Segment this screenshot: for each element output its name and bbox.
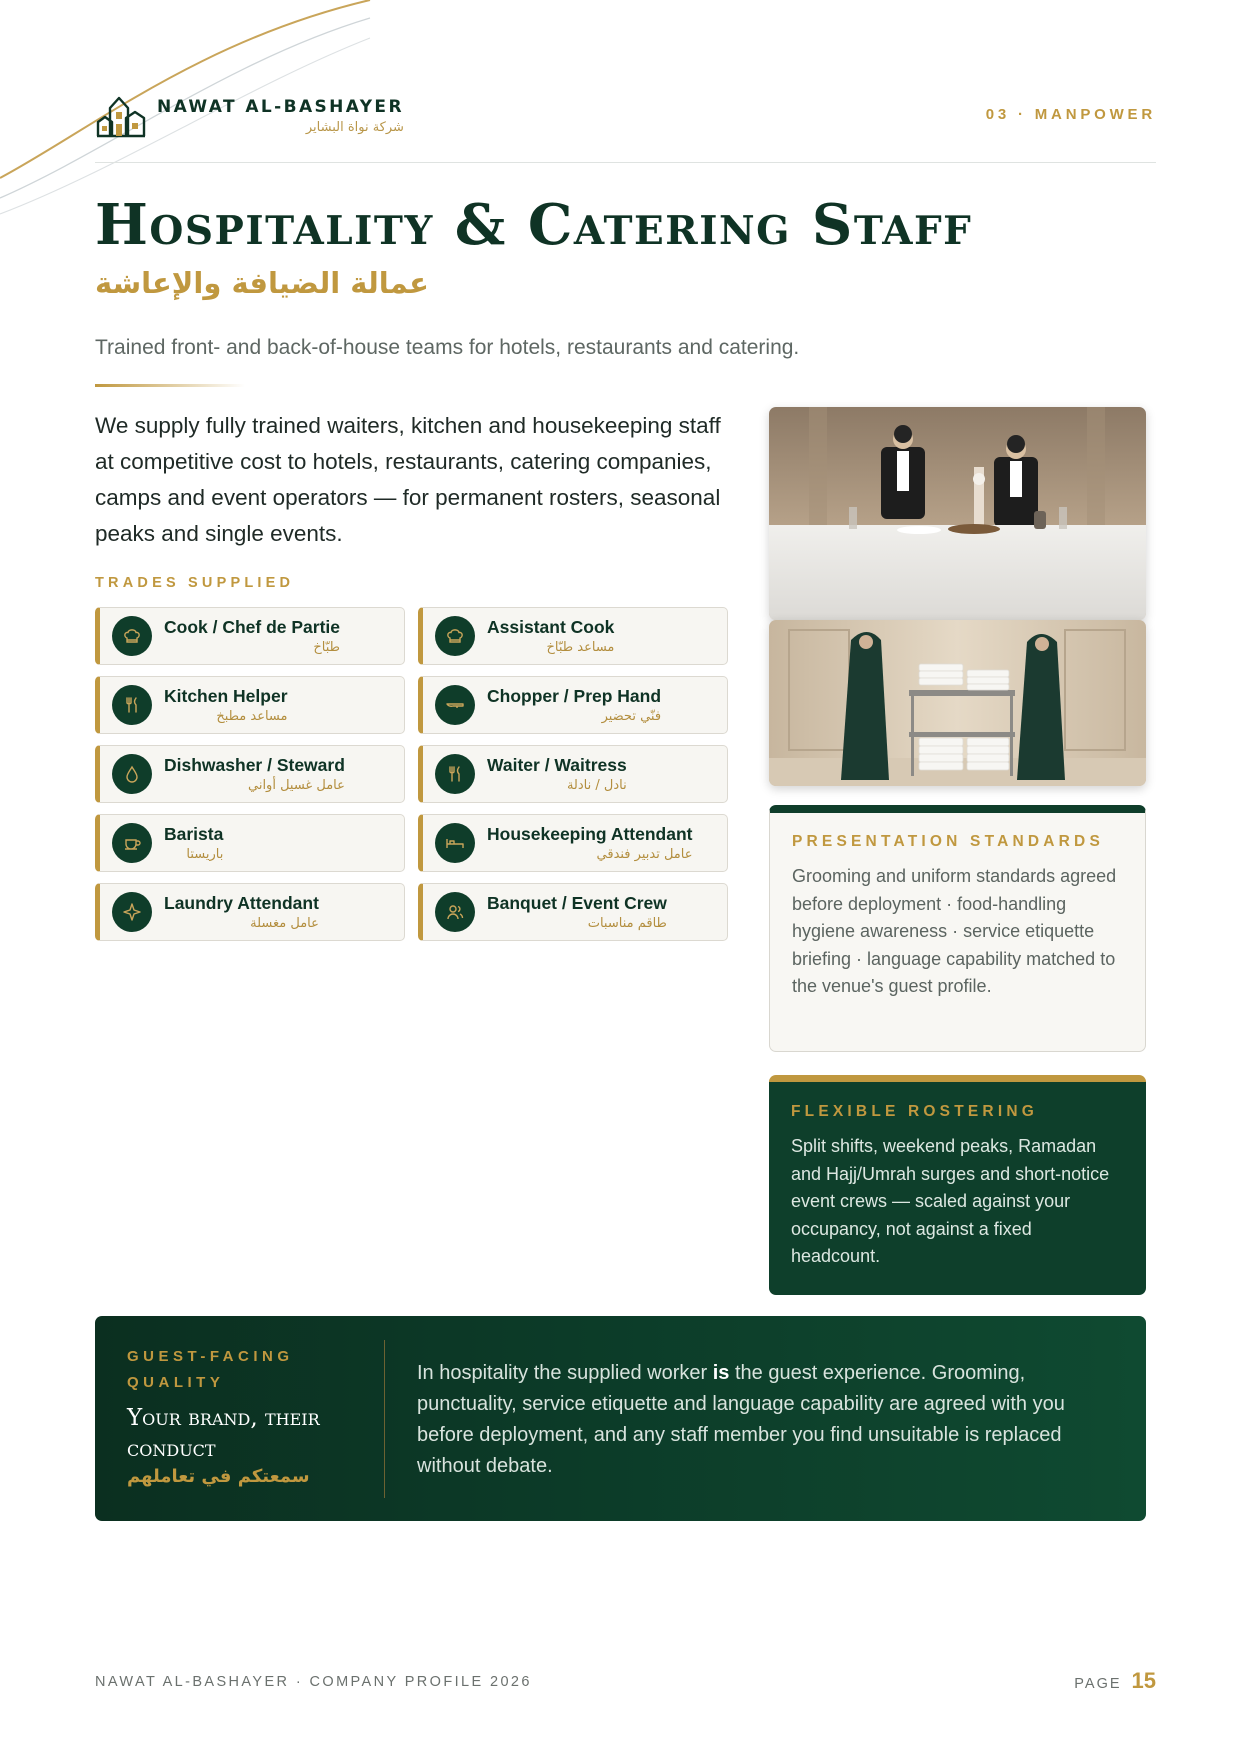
flexible-rostering-box [769,1075,1146,1295]
trades-label: TRADES SUPPLIED [95,575,295,591]
trade-name-arabic: مساعد طبّاخ [546,640,615,655]
trade-name: Assistant Cook [487,617,615,637]
utensils-icon [112,685,152,725]
trades-grid [95,607,730,941]
banner-text-post: the guest experience. Grooming, punctuality, service etiquette and language capability are agreed with you before deployment, and any staff member you find unsuitable is replaced without debate. [417,1362,1065,1477]
trade-name: Banquet / Event Crew [487,893,667,913]
header-divider [95,162,1156,163]
utensils-icon [435,754,475,794]
trade-name-arabic: عامل تدبير فندقي [596,847,693,862]
photo-waiters-setting-table [769,407,1146,620]
guest-quality-banner [95,1316,1146,1521]
trade-name-arabic: عامل مغسلة [250,916,319,931]
trade-card [95,814,405,872]
trade-card [418,745,728,803]
presentation-standards-body: Grooming and uniform standards agreed before deployment · food-handling hygiene awareness · service etiquette briefing · language capability matched to the venue's guest profile. [792,866,1117,996]
trade-card [95,676,405,734]
sparkle-icon [112,892,152,932]
trade-name: Barista [164,824,224,844]
banner-heading-arabic: سمعتكم في تعاملهم [127,1466,310,1487]
building-logo-icon [95,92,147,140]
photo-housekeeping-towels [769,620,1146,786]
page-number: 15 [1131,1668,1156,1693]
trade-name-arabic: عامل غسيل أواني [247,778,345,793]
banner-text-pre: In hospitality the supplied worker [417,1362,713,1384]
trade-name: Kitchen Helper [164,686,288,706]
trade-name-arabic: طاقم مناسبات [587,916,667,931]
banner-heading: Your brand, their conduct [127,1405,320,1462]
presentation-standards-box [769,805,1146,1052]
trade-name: Dishwasher / Steward [164,755,345,775]
trade-name: Waiter / Waitress [487,755,627,775]
banner-text [417,1358,1117,1482]
trade-name: Cook / Chef de Partie [164,617,341,637]
section-tag: 03 · MANPOWER [985,106,1156,123]
trade-name: Laundry Attendant [164,893,319,913]
trade-name-arabic: مساعد مطبخ [216,709,288,724]
trade-name-arabic: نادل / نادلة [566,778,627,793]
trade-card [418,814,728,872]
flexible-rostering-title: FLEXIBLE ROSTERING [791,1103,1038,1120]
trade-card [95,883,405,941]
trade-name: Chopper / Prep Hand [487,686,662,706]
people-icon [435,892,475,932]
page-label: PAGE [1074,1676,1122,1692]
trade-name: Housekeeping Attendant [487,824,693,844]
trade-name-arabic: فنّي تحضير [601,709,662,724]
footer-page [1074,1668,1156,1694]
trade-card [418,676,728,734]
page-subtitle: Trained front- and back-of-house teams for hotels, restaurants and catering. [95,336,800,359]
chef-hat-icon [112,616,152,656]
trade-card [95,745,405,803]
page-title-arabic: عمالة الضيافة والإعاشة [95,266,429,300]
coffee-cup-icon [112,823,152,863]
trade-name-arabic: باريستا [186,847,224,862]
knife-icon [435,685,475,725]
brand [95,92,404,140]
page-title: Hospitality & Catering Staff [95,192,973,258]
chef-hat-icon [435,616,475,656]
trade-card [418,607,728,665]
trade-name-arabic: طبّاخ [313,640,341,655]
trade-card [418,883,728,941]
banner-text-emphasis: is [712,1362,730,1384]
droplet-icon [112,754,152,794]
footer-company: NAWAT AL-BASHAYER · COMPANY PROFILE 2026 [95,1674,532,1690]
intro-paragraph: We supply fully trained waiters, kitchen and housekeeping staff at competitive cost to hotels, restaurants, catering companies, camps and event operators — for permanent rosters, seasonal peaks and single events. [95,413,721,546]
presentation-standards-title: PRESENTATION STANDARDS [792,833,1104,850]
brand-name: NAWAT AL-BASHAYER [157,97,404,117]
banner-divider [384,1340,385,1498]
banner-eyebrow: GUEST-FACING QUALITY [127,1348,294,1391]
brand-name-arabic: شركة نواة البشاير [305,120,404,135]
trade-card [95,607,405,665]
flexible-rostering-body: Split shifts, weekend peaks, Ramadan and Hajj/Umrah surges and short-notice event crews — scaled against your occupancy, not against a fixed headcount. [791,1136,1110,1266]
accent-rule [95,384,245,387]
bed-icon [435,823,475,863]
